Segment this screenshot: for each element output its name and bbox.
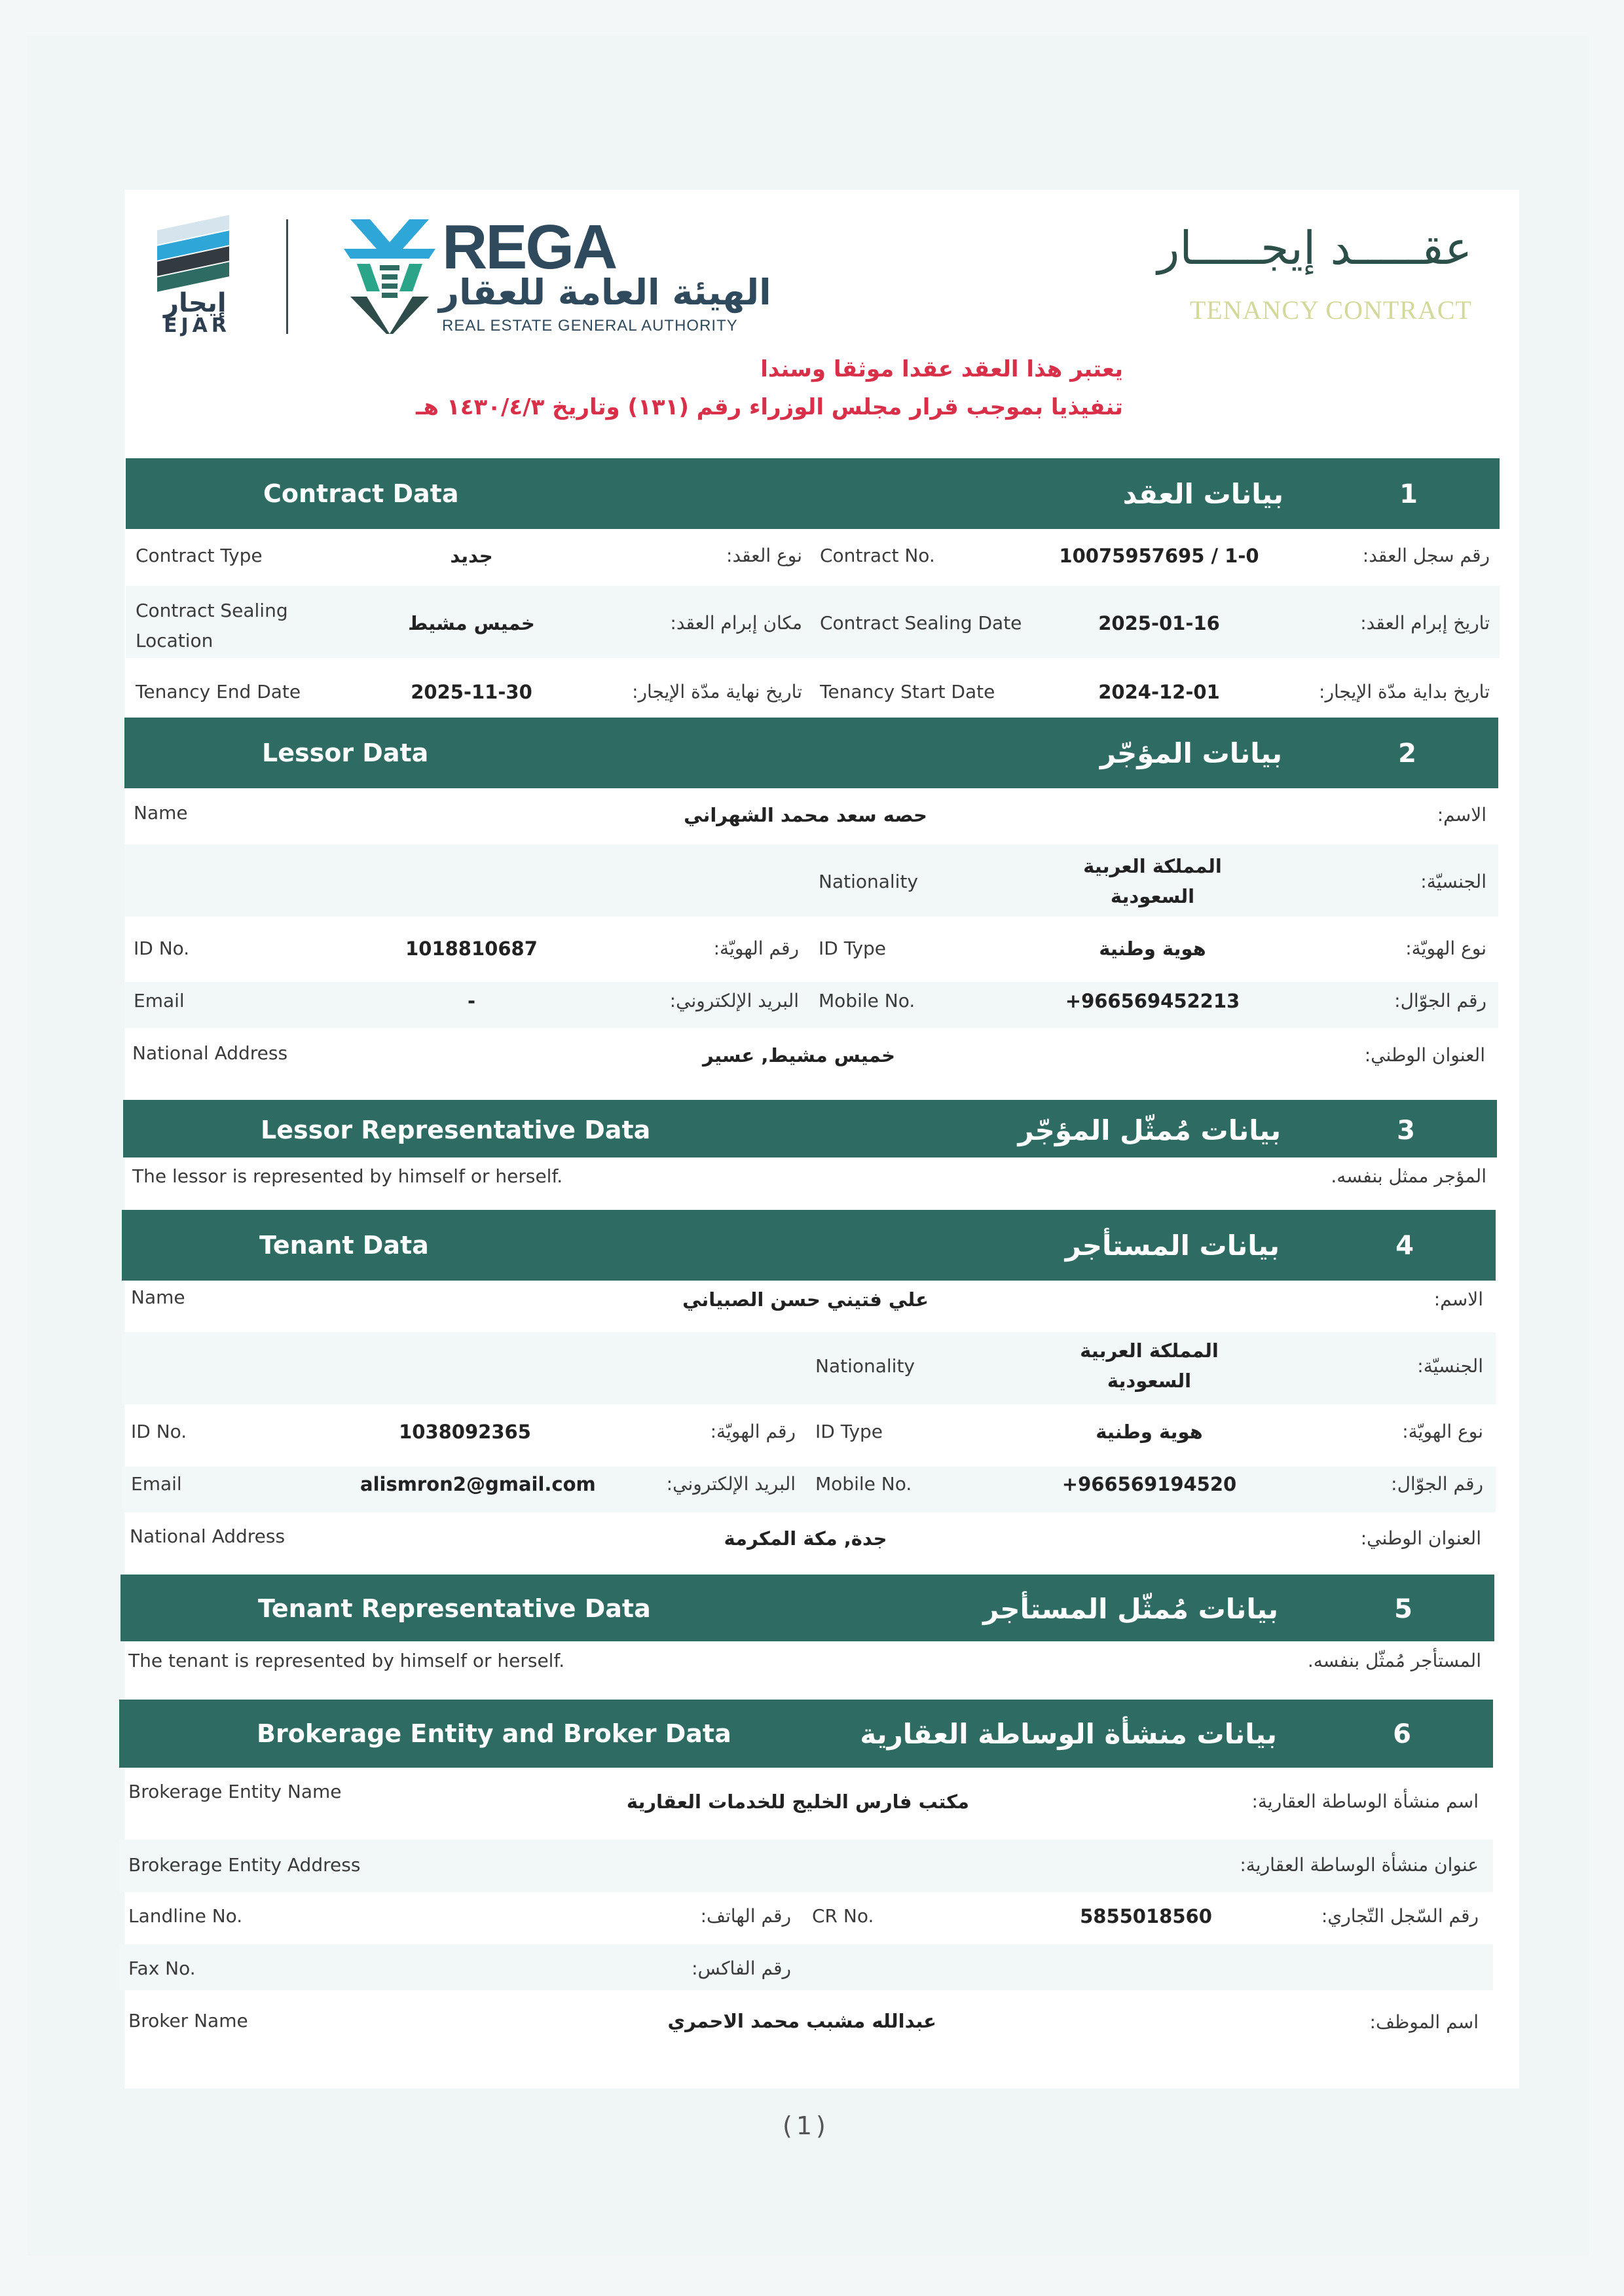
field-value: [1061, 851, 1244, 911]
field-label-en: ID No.: [134, 938, 190, 959]
field-label-ar: رقم الفاكس:: [692, 1958, 791, 1979]
field-label-en: Nationality: [815, 1355, 915, 1377]
section-title-en: Tenant Representative Data: [258, 1594, 651, 1623]
section-title-en: Lessor Representative Data: [261, 1116, 651, 1144]
field-label-ar: الاسم:: [1437, 804, 1486, 826]
field-label-ar: رقم الجوّال:: [1391, 1473, 1483, 1495]
field-label-en: ID Type: [819, 938, 887, 959]
row-stripe: [124, 982, 1498, 1028]
tenant-representation-text-en: The tenant is represented by himself or herself.: [128, 1650, 565, 1671]
field-value-line-2: السعودية: [1107, 1370, 1192, 1392]
lessor-representation-text-ar: المؤجر ممثل بنفسه.: [1331, 1165, 1486, 1187]
field-label-en: Broker Name: [128, 2010, 248, 2032]
section-number: 3: [1397, 1116, 1415, 1146]
field-label-en: Fax No.: [128, 1958, 196, 1979]
section-header-contract: [126, 458, 1500, 529]
legal-notice-line-2: تنفيذيا بموجب قرار مجلس الوزراء رقم (١٣١) وتاريخ ١٤٣٠/٤/٣ هـ: [415, 394, 1123, 420]
field-label-ar: الجنسيّة:: [1420, 871, 1486, 892]
section-header-tenant-representative: [120, 1575, 1494, 1641]
ejar-logo: [157, 216, 236, 340]
section-header-tenant: [122, 1210, 1496, 1281]
field-value: جديد: [450, 545, 493, 567]
tenant-representation-text-ar: المستأجر مُمثّل بنفسه.: [1307, 1650, 1481, 1671]
field-label-en: ID Type: [815, 1421, 883, 1442]
field-value: 2025-01-16: [1098, 612, 1220, 634]
field-value: 1018810687: [405, 938, 538, 960]
field-label-ar: رقم السّجل التّجاري:: [1321, 1905, 1479, 1927]
section-number: 4: [1395, 1231, 1414, 1261]
section-title-en: Contract Data: [263, 479, 459, 508]
tenant-name-value: علي فتيني حسن الصبياني: [682, 1288, 929, 1311]
field-label-en: Brokerage Entity Name: [128, 1781, 342, 1802]
field-label-ar: العنوان الوطني:: [1364, 1044, 1485, 1066]
lessor-representation-text-en: The lessor is represented by himself or herself.: [132, 1165, 563, 1187]
field-label-en-line-2: Location: [136, 630, 213, 651]
section-header-lessor-representative: [123, 1100, 1497, 1157]
section-title-ar: بيانات مُمثّل المؤجّر: [1018, 1114, 1281, 1146]
field-label-en: Landline No.: [128, 1905, 243, 1927]
field-label-en-line-1: Contract Sealing: [136, 600, 288, 621]
field-value: 10075957695 / 1-0: [1059, 545, 1259, 567]
field-label-ar: نوع الهويّة:: [1405, 938, 1486, 959]
field-label-en: CR No.: [812, 1905, 874, 1927]
logo-divider: [286, 219, 288, 334]
section-title-en: Brokerage Entity and Broker Data: [257, 1719, 731, 1748]
field-value-line-1: المملكة العربية: [1080, 1339, 1219, 1362]
field-value-line-2: السعودية: [1110, 885, 1195, 907]
row-stripe: [122, 1332, 1496, 1404]
field-value: مكتب فارس الخليج للخدمات العقارية: [626, 1791, 969, 1813]
row-stripe: [122, 1467, 1496, 1512]
field-label-ar: رقم الهويّة:: [713, 938, 799, 959]
field-label-ar: عنوان منشأة الوساطة العقارية:: [1240, 1854, 1479, 1876]
field-label-ar: الاسم:: [1433, 1288, 1483, 1310]
field-label-ar: البريد الإلكتروني:: [666, 1473, 796, 1495]
field-label-ar: تاريخ نهاية مدّة الإيجار:: [632, 681, 802, 702]
field-value: 2025-11-30: [411, 681, 532, 703]
field-label-en: Contract No.: [820, 545, 935, 566]
field-label-ar: تاريخ بداية مدّة الإيجار:: [1319, 681, 1490, 702]
field-label-ar: اسم الموظف:: [1369, 2011, 1479, 2033]
field-value: هوية وطنية: [1096, 1421, 1203, 1443]
field-label-en: Tenancy Start Date: [820, 681, 995, 702]
field-label-en: Name: [134, 802, 188, 824]
field-label-ar: رقم الهويّة:: [710, 1421, 796, 1442]
field-value: خميس مشيط: [408, 612, 535, 634]
section-number: 5: [1394, 1594, 1412, 1624]
section-title-ar: بيانات المؤجّر: [1099, 737, 1282, 769]
field-value: alismron2@gmail.com: [360, 1473, 596, 1495]
field-label-ar: البريد الإلكتروني:: [669, 990, 799, 1011]
field-value: 2024-12-01: [1098, 681, 1220, 703]
section-title-en: Lessor Data: [262, 738, 429, 767]
section-title-ar: بيانات المستأجر: [1065, 1230, 1280, 1262]
field-label-ar: اسم منشأة الوساطة العقارية:: [1251, 1791, 1479, 1812]
field-label-en: Name: [131, 1286, 185, 1308]
section-number: 6: [1393, 1719, 1411, 1749]
field-label-ar: رقم سجل العقد:: [1362, 545, 1490, 566]
section-title-ar: بيانات مُمثّل المستأجر: [983, 1593, 1278, 1625]
field-label-ar: مكان إبرام العقد:: [670, 612, 802, 634]
row-stripe: [124, 845, 1498, 917]
row-stripe: [126, 586, 1500, 658]
field-value: 5855018560: [1080, 1905, 1212, 1927]
field-label-en: Mobile No.: [819, 990, 915, 1011]
section-number: 1: [1399, 479, 1418, 509]
field-label-en: Mobile No.: [815, 1473, 912, 1495]
field-label-en: Contract Sealing Date: [820, 612, 1022, 634]
field-value: 1038092365: [399, 1421, 531, 1443]
field-label-en: ID No.: [131, 1421, 187, 1442]
section-title-ar: بيانات منشأة الوساطة العقارية: [860, 1718, 1277, 1750]
field-label-en: Tenancy End Date: [136, 681, 301, 702]
field-value: خميس مشيط, عسير: [703, 1044, 895, 1066]
rega-name-arabic: الهيئة العامة للعقار: [439, 272, 771, 313]
field-label-en: Nationality: [819, 871, 919, 892]
document-title-arabic: عقـــــد إيجـــــار: [1157, 221, 1472, 275]
field-label-en: Contract Type: [136, 545, 263, 566]
section-header-lessor: [124, 718, 1498, 788]
field-label-en: Email: [134, 990, 185, 1011]
field-value-line-1: المملكة العربية: [1083, 855, 1222, 877]
field-label-ar: العنوان الوطني:: [1360, 1527, 1481, 1549]
field-value: هوية وطنية: [1099, 938, 1206, 960]
document-title-english: TENANCY CONTRACT: [1189, 295, 1472, 325]
field-label-ar: نوع العقد:: [726, 545, 802, 566]
field-value: +966569452213: [1065, 990, 1240, 1012]
field-value: عبدالله مشبب محمد الاحمري: [667, 2010, 936, 2032]
field-value: -: [467, 990, 476, 1012]
field-label-ar: رقم الجوّال:: [1394, 990, 1486, 1011]
section-number: 2: [1398, 738, 1416, 769]
field-label-ar: تاريخ إبرام العقد:: [1360, 612, 1490, 634]
field-label-ar: نوع الهويّة:: [1402, 1421, 1483, 1442]
field-label-en: Brokerage Entity Address: [128, 1854, 361, 1876]
field-value: +966569194520: [1061, 1473, 1237, 1495]
legal-notice: [416, 350, 1123, 426]
lessor-name-value: حصه سعد محمد الشهراني: [684, 804, 927, 826]
section-title-ar: بيانات العقد: [1122, 478, 1283, 510]
field-label-en: National Address: [132, 1042, 288, 1064]
field-label-ar: رقم الهاتف:: [700, 1905, 791, 1927]
section-header-brokerage: [119, 1700, 1493, 1768]
field-value: جدة, مكة المكرمة: [724, 1527, 887, 1550]
rega-name-english: REAL ESTATE GENERAL AUTHORITY: [442, 317, 738, 335]
field-label-en: [136, 596, 288, 656]
field-label-ar: الجنسيّة:: [1417, 1355, 1483, 1377]
field-label-en: National Address: [130, 1525, 286, 1547]
ejar-logo-english: EJAR: [164, 314, 231, 337]
row-stripe: [119, 1944, 1493, 1990]
rega-logo-icon: [344, 219, 435, 334]
page-number: (1): [783, 2111, 830, 2140]
ejar-logo-arabic: إيجار: [164, 288, 227, 318]
legal-notice-line-1: يعتبر هذا العقد عقدا موثقا وسندا: [760, 356, 1123, 382]
rega-logo-wordmark: REGA: [442, 212, 616, 282]
section-title-en: Tenant Data: [259, 1231, 429, 1260]
field-label-en: Email: [131, 1473, 182, 1495]
field-value: [1058, 1336, 1241, 1396]
